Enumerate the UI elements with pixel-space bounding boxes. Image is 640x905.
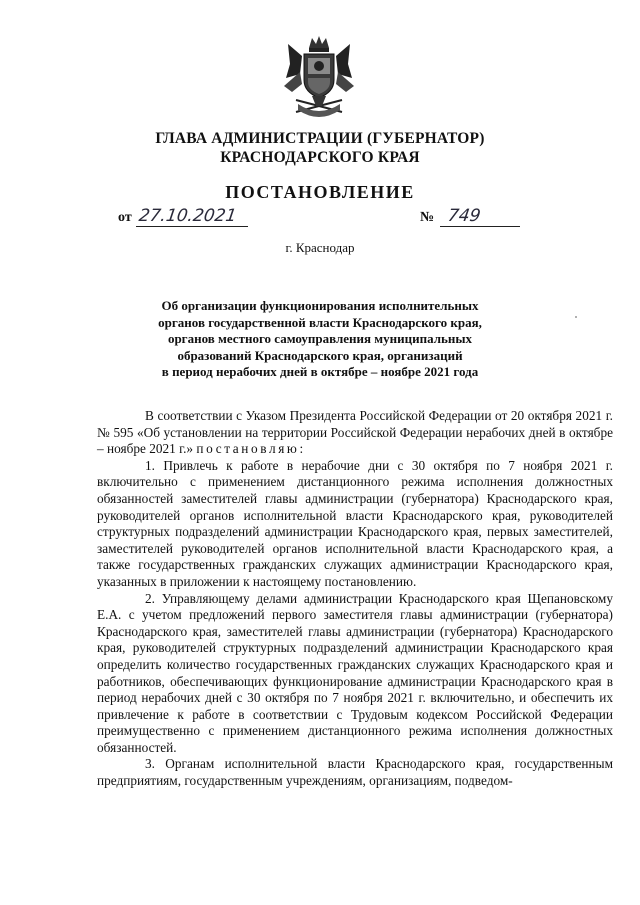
issuer-line-2: КРАСНОДАРСКОГО КРАЯ	[220, 149, 420, 166]
title-line: образований Краснодарского края, организаций	[177, 347, 463, 363]
document-body	[97, 408, 613, 790]
number-field	[420, 206, 480, 226]
title-line: в период нерабочих дней в октябре – ноябре 2021 года	[161, 364, 479, 380]
scan-speck	[575, 316, 577, 318]
title-line: Об организации функционирования исполнительных	[161, 298, 479, 313]
issuer-line-1: ГЛАВА АДМИНИСТРАЦИИ (ГУБЕРНАТОР)	[155, 130, 485, 147]
document-type: ПОСТАНОВЛЕНИЕ	[225, 182, 415, 202]
preamble-text: В соответствии с Указом Президента Российской Федерации от 20 октября 2021 г. № 595 «Об установлении на территории Российской Федерации нерабочих дней в октябре – ноябре 2021 г.»	[97, 408, 613, 457]
city-of-issue: г. Краснодар	[285, 240, 355, 255]
number-value: 749	[446, 206, 482, 226]
date-field	[118, 206, 237, 226]
krasnodar-coat-of-arms-icon	[282, 34, 356, 124]
title-line: органов местного самоуправления муниципальных	[167, 331, 473, 347]
document-title	[150, 298, 490, 381]
body-paragraph-1: 1. Привлечь к работе в нерабочие дни с 30 октября по 7 ноября 2021 г. включительно с применением дистанционного режима исполнения должностных обязанностей заместителей главы администрации (губернатора) Краснодарского края, руководителей органов исполнительной власти Краснодарского края, руководителей структурных подразделений администрации Краснодарского края, первых заместителей, заместителей руководителей органов исполнительной власти Краснодарского края, а также государственных гражданских служащих администрации Краснодарского края, указанных в приложении к настоящему постановлению.	[97, 457, 613, 589]
body-paragraph-3: 3. Органам исполнительной власти Краснодарского края, государственным предприятиям, государственным учреждениям, организациям, подведом-	[97, 756, 613, 789]
number-underline	[440, 226, 520, 227]
date-value: 27.10.2021	[137, 206, 238, 226]
date-underline	[136, 226, 248, 227]
preamble-paragraph	[97, 408, 613, 458]
body-paragraph-2: 2. Управляющему делами администрации Краснодарского края Щепановскому Е.А. с учетом предложений первого заместителя главы администрации (губернатора) Краснодарского края, заместителей главы администрации (губернатора) Краснодарского края, руководителей структурных подразделений администрации Краснодарского края определить количество государственных гражданских служащих Краснодарского края и работников, обеспечивающих функционирование администрации Краснодарского края в период нерабочих дней с 30 октября по 7 ноября 2021 г. включительно, и обеспечить их привлечение к работе в соответствии с Трудовым кодексом Российской Федерации преимущественно с применением дистанционного режима исполнения должностных обязанностей.	[97, 590, 613, 755]
date-label: от	[118, 210, 132, 225]
title-line: органов государственной власти Краснодарского края,	[158, 314, 482, 330]
decree-word: постановляю:	[196, 441, 306, 457]
number-label: №	[420, 210, 435, 225]
